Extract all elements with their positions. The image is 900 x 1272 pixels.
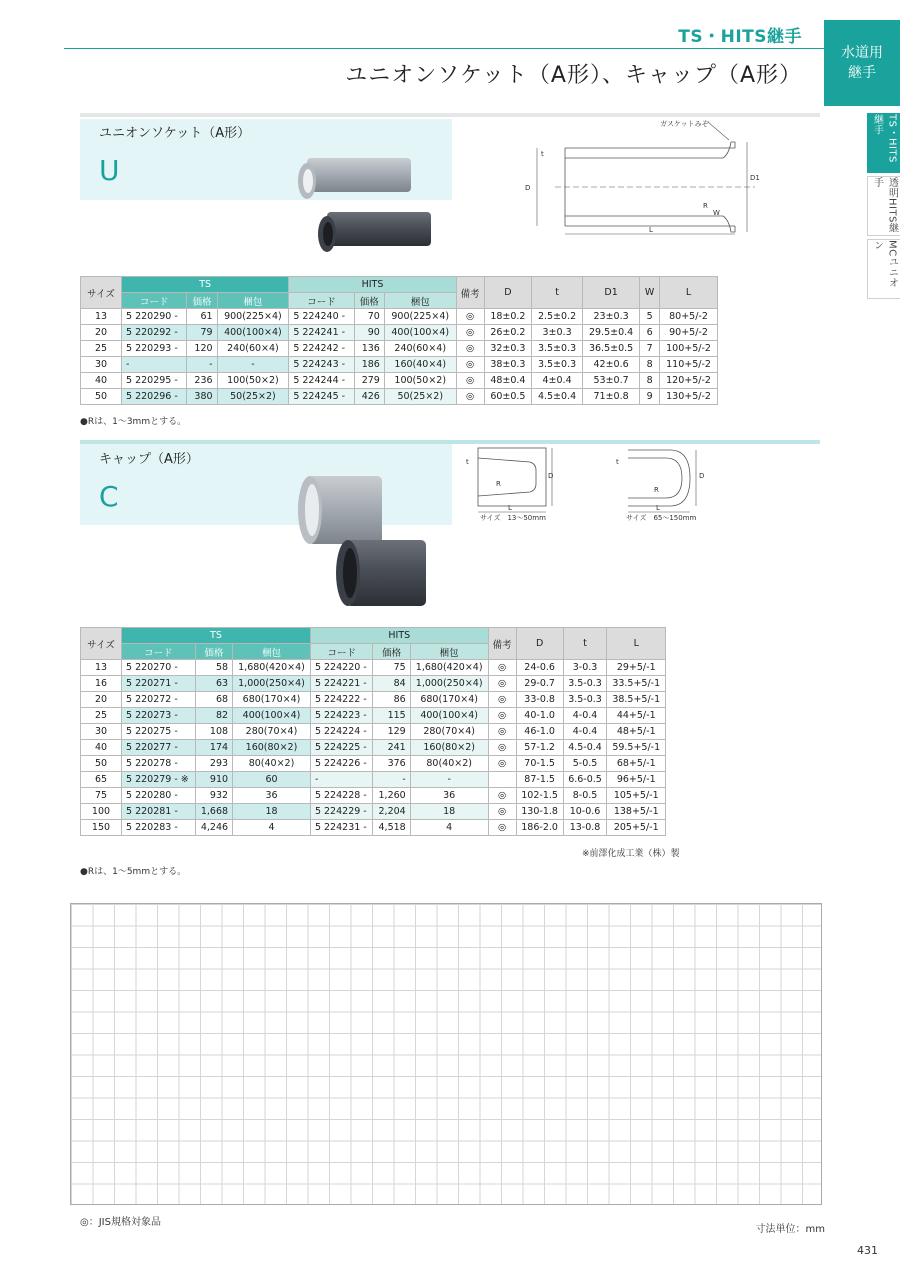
cell-ts-code: 5 220283 -: [122, 820, 196, 836]
cell-D: 46-1.0: [516, 724, 563, 740]
cell-hits-code: 5 224229 -: [310, 804, 373, 820]
cell-size: 13: [81, 309, 122, 325]
cell-L: 138+5/-1: [607, 804, 666, 820]
col-hits-price: 価格: [354, 293, 384, 309]
cap-dim-R: R: [496, 480, 501, 488]
cell-hits-price: 4,518: [373, 820, 410, 836]
cell-D: 57-1.2: [516, 740, 563, 756]
cell-hits-price: 136: [354, 341, 384, 357]
cell-W: 9: [640, 389, 660, 405]
union-section-label: ユニオンソケット（A形）: [99, 126, 251, 141]
cap-col-hits-pack: 梱包: [410, 644, 488, 660]
cell-hits-pack: 680(170×4): [410, 692, 488, 708]
cell-hits-code: 5 224243 -: [289, 357, 354, 373]
cell-D1: 23±0.3: [582, 309, 639, 325]
dim-R: R: [703, 202, 708, 210]
cell-ts-code: 5 220278 -: [122, 756, 196, 772]
cell-size: 150: [81, 820, 122, 836]
cell-ts-code: 5 220295 -: [122, 373, 187, 389]
cap-dimension-diagrams: [460, 446, 720, 526]
cell-note: ◎: [456, 373, 484, 389]
table-row: [81, 676, 666, 692]
cell-size: 13: [81, 660, 122, 676]
cell-D: 60±0.5: [484, 389, 532, 405]
unit-note: 寸法単位：mm: [755, 1224, 825, 1235]
side-tab-mc-union[interactable]: MCユニオン: [867, 239, 900, 299]
cell-hits-price: 426: [354, 389, 384, 405]
cell-ts-price: 120: [187, 341, 217, 357]
cell-L: 205+5/-1: [607, 820, 666, 836]
side-tab-ts-hits[interactable]: TS・HITS継手: [867, 113, 900, 173]
table-row: [81, 708, 666, 724]
cell-hits-pack: 50(25×2): [384, 389, 456, 405]
cell-W: 8: [640, 357, 660, 373]
cell-note: ◎: [488, 820, 516, 836]
cell-hits-price: 86: [373, 692, 410, 708]
cell-ts-pack: -: [217, 357, 289, 373]
cell-hits-code: 5 224223 -: [310, 708, 373, 724]
cell-hits-price: 75: [373, 660, 410, 676]
cell-note: ◎: [456, 341, 484, 357]
cap-large-dim-R: R: [654, 486, 659, 494]
cap-section-label: キャップ（A形）: [99, 452, 199, 467]
col-ts: TS: [122, 277, 289, 293]
cell-hits-price: 376: [373, 756, 410, 772]
cell-hits-price: 2,204: [373, 804, 410, 820]
cell-D: 40-1.0: [516, 708, 563, 724]
cell-note: ◎: [456, 389, 484, 405]
cap-section-letter: C: [99, 480, 119, 513]
cell-ts-price: 910: [195, 772, 232, 788]
cell-W: 7: [640, 341, 660, 357]
cell-ts-pack: 18: [233, 804, 311, 820]
cell-note: ◎: [488, 740, 516, 756]
cell-size: 20: [81, 325, 122, 341]
cell-ts-price: 380: [187, 389, 217, 405]
cell-hits-code: -: [310, 772, 373, 788]
cell-t: 4-0.4: [563, 724, 607, 740]
cap-large-dim-D: D: [699, 472, 705, 480]
cell-ts-code: 5 220296 -: [122, 389, 187, 405]
cell-hits-code: 5 224244 -: [289, 373, 354, 389]
cell-ts-price: 58: [195, 660, 232, 676]
cell-note: ◎: [456, 325, 484, 341]
cell-L: 44+5/-1: [607, 708, 666, 724]
cell-size: 20: [81, 692, 122, 708]
cell-size: 100: [81, 804, 122, 820]
cap-footnote: ●Rは、1〜5mmとする。: [80, 867, 187, 877]
cell-ts-code: 5 220277 -: [122, 740, 196, 756]
cell-t: 5-0.5: [563, 756, 607, 772]
cell-ts-price: 236: [187, 373, 217, 389]
col-hits-code: コード: [289, 293, 354, 309]
table-row: [81, 692, 666, 708]
cell-ts-pack: 1,000(250×4): [233, 676, 311, 692]
table-row: [81, 357, 718, 373]
col-W: W: [640, 277, 660, 309]
cell-size: 50: [81, 756, 122, 772]
cell-hits-pack: 36: [410, 788, 488, 804]
cell-note: ◎: [488, 660, 516, 676]
cell-ts-price: 61: [187, 309, 217, 325]
cell-hits-code: 5 224240 -: [289, 309, 354, 325]
cell-D: 24-0.6: [516, 660, 563, 676]
union-socket-gray: [298, 158, 411, 199]
cell-ts-pack: 50(25×2): [217, 389, 289, 405]
col-note: 備考: [456, 277, 484, 309]
cap-dim-D: D: [548, 472, 554, 480]
cell-t: 3±0.3: [532, 325, 583, 341]
cap-large-dim-L: L: [656, 504, 660, 512]
cell-note: ◎: [488, 676, 516, 692]
cell-size: 40: [81, 740, 122, 756]
cell-note: [488, 772, 516, 788]
cell-hits-price: 84: [373, 676, 410, 692]
cap-col-note: 備考: [488, 628, 516, 660]
cell-L: 33.5+5/-1: [607, 676, 666, 692]
cell-size: 16: [81, 676, 122, 692]
cell-t: 13-0.8: [563, 820, 607, 836]
cap-col-size: サイズ: [81, 628, 122, 660]
brand-title: TS・HITS継手: [678, 27, 802, 47]
cell-L: 96+5/-1: [607, 772, 666, 788]
cell-ts-price: 108: [195, 724, 232, 740]
cell-L: 110+5/-2: [660, 357, 718, 373]
cell-ts-code: 5 220271 -: [122, 676, 196, 692]
cell-t: 3-0.3: [563, 660, 607, 676]
cell-size: 50: [81, 389, 122, 405]
cell-hits-code: 5 224228 -: [310, 788, 373, 804]
cell-ts-pack: 1,680(420×4): [233, 660, 311, 676]
cell-hits-price: -: [373, 772, 410, 788]
cell-size: 30: [81, 724, 122, 740]
col-hits-pack: 梱包: [384, 293, 456, 309]
col-t: t: [532, 277, 583, 309]
cell-hits-price: 1,260: [373, 788, 410, 804]
table-row: [81, 373, 718, 389]
dim-t: t: [541, 150, 544, 158]
table-row: [81, 804, 666, 820]
maker-note: ※前澤化成工業（株）製: [582, 849, 680, 859]
col-size: サイズ: [81, 277, 122, 309]
cell-t: 3.5-0.3: [563, 676, 607, 692]
col-D: D: [484, 277, 532, 309]
cell-t: 8-0.5: [563, 788, 607, 804]
table-row: [81, 389, 718, 405]
cell-L: 120+5/-2: [660, 373, 718, 389]
cell-t: 4.5-0.4: [563, 740, 607, 756]
cell-note: ◎: [456, 357, 484, 373]
cell-ts-pack: 900(225×4): [217, 309, 289, 325]
cell-hits-pack: 280(70×4): [410, 724, 488, 740]
cell-L: 80+5/-2: [660, 309, 718, 325]
category-tab[interactable]: [824, 20, 900, 106]
header-rule: [64, 48, 824, 49]
cell-ts-price: 63: [195, 676, 232, 692]
cell-hits-price: 115: [373, 708, 410, 724]
cell-ts-price: 293: [195, 756, 232, 772]
table-row: [81, 820, 666, 836]
union-dimension-diagram: [515, 118, 775, 240]
cell-D: 48±0.4: [484, 373, 532, 389]
cell-note: ◎: [488, 804, 516, 820]
cap-dim-L: L: [508, 504, 512, 512]
cell-D1: 29.5±0.4: [582, 325, 639, 341]
dim-D1: D1: [750, 174, 760, 182]
dim-D: D: [525, 184, 531, 192]
cap-spec-table: [80, 627, 666, 836]
cell-ts-code: 5 220272 -: [122, 692, 196, 708]
cell-hits-pack: 80(40×2): [410, 756, 488, 772]
cell-hits-pack: 18: [410, 804, 488, 820]
cell-hits-code: 5 224245 -: [289, 389, 354, 405]
cell-t: 4±0.4: [532, 373, 583, 389]
cell-note: ◎: [488, 692, 516, 708]
cell-ts-code: 5 220293 -: [122, 341, 187, 357]
cell-D: 38±0.3: [484, 357, 532, 373]
cap-size-large: サイズ 65〜150mm: [626, 514, 697, 522]
union-spec-table: [80, 276, 718, 405]
cell-D1: 42±0.6: [582, 357, 639, 373]
union-socket-dark: [318, 212, 431, 252]
table-row: [81, 788, 666, 804]
cell-hits-price: 129: [373, 724, 410, 740]
cap-col-hits-price: 価格: [373, 644, 410, 660]
cell-hits-price: 241: [373, 740, 410, 756]
cell-hits-code: 5 224225 -: [310, 740, 373, 756]
cap-col-D: D: [516, 628, 563, 660]
memo-grid: [70, 903, 822, 1205]
dim-L: L: [649, 226, 653, 234]
table-row: [81, 660, 666, 676]
jis-legend: ◎：JIS規格対象品: [80, 1217, 161, 1228]
cell-t: 3.5±0.3: [532, 341, 583, 357]
cell-hits-code: 5 224231 -: [310, 820, 373, 836]
col-D1: D1: [582, 277, 639, 309]
dim-W: W: [713, 209, 720, 217]
table-row: [81, 341, 718, 357]
cap-col-t: t: [563, 628, 607, 660]
cell-ts-pack: 240(60×4): [217, 341, 289, 357]
col-ts-code: コード: [122, 293, 187, 309]
cell-hits-code: 5 224220 -: [310, 660, 373, 676]
cap-col-ts: TS: [122, 628, 311, 644]
cell-ts-pack: 80(40×2): [233, 756, 311, 772]
cell-ts-code: -: [122, 357, 187, 373]
page-title: ユニオンソケット（A形）、キャップ（A形）: [345, 63, 802, 88]
cell-D: 130-1.8: [516, 804, 563, 820]
cell-ts-pack: 100(50×2): [217, 373, 289, 389]
cell-ts-pack: 60: [233, 772, 311, 788]
union-footnote: ●Rは、1〜3mmとする。: [80, 417, 187, 427]
cell-ts-code: 5 220273 -: [122, 708, 196, 724]
cell-D1: 53±0.7: [582, 373, 639, 389]
cell-L: 48+5/-1: [607, 724, 666, 740]
cell-D: 18±0.2: [484, 309, 532, 325]
cell-hits-code: 5 224222 -: [310, 692, 373, 708]
cell-hits-pack: 1,000(250×4): [410, 676, 488, 692]
cell-D: 33-0.8: [516, 692, 563, 708]
cell-size: 25: [81, 708, 122, 724]
cell-t: 2.5±0.2: [532, 309, 583, 325]
cell-hits-price: 186: [354, 357, 384, 373]
cell-D: 87-1.5: [516, 772, 563, 788]
cell-t: 4-0.4: [563, 708, 607, 724]
cell-hits-pack: 900(225×4): [384, 309, 456, 325]
header-divider: [80, 113, 820, 117]
cell-hits-pack: 400(100×4): [410, 708, 488, 724]
table-row: [81, 772, 666, 788]
cell-ts-price: 79: [187, 325, 217, 341]
cell-size: 40: [81, 373, 122, 389]
col-ts-pack: 梱包: [217, 293, 289, 309]
cell-t: 6.6-0.5: [563, 772, 607, 788]
cell-note: ◎: [488, 756, 516, 772]
cell-hits-pack: 4: [410, 820, 488, 836]
cell-L: 29+5/-1: [607, 660, 666, 676]
table-row: [81, 325, 718, 341]
cell-L: 105+5/-1: [607, 788, 666, 804]
cap-gray: [298, 476, 382, 544]
cell-t: 10-0.6: [563, 804, 607, 820]
cell-note: ◎: [488, 788, 516, 804]
cap-col-hits-code: コード: [310, 644, 373, 660]
cell-L: 130+5/-2: [660, 389, 718, 405]
cell-ts-price: 68: [195, 692, 232, 708]
cell-hits-price: 70: [354, 309, 384, 325]
cell-ts-code: 5 220279 - ※: [122, 772, 196, 788]
cap-col-ts-price: 価格: [195, 644, 232, 660]
cell-hits-pack: 160(40×4): [384, 357, 456, 373]
cell-ts-code: 5 220280 -: [122, 788, 196, 804]
cell-hits-code: 5 224241 -: [289, 325, 354, 341]
cell-ts-price: 932: [195, 788, 232, 804]
category-tab-line2: 継手: [848, 65, 876, 81]
cell-hits-price: 90: [354, 325, 384, 341]
cell-t: 4.5±0.4: [532, 389, 583, 405]
cell-L: 38.5+5/-1: [607, 692, 666, 708]
cell-note: ◎: [456, 309, 484, 325]
table-row: [81, 756, 666, 772]
cell-ts-pack: 400(100×4): [233, 708, 311, 724]
cell-D: 102-1.5: [516, 788, 563, 804]
cell-D: 32±0.3: [484, 341, 532, 357]
cell-hits-code: 5 224242 -: [289, 341, 354, 357]
cell-ts-code: 5 220292 -: [122, 325, 187, 341]
col-ts-price: 価格: [187, 293, 217, 309]
cell-hits-pack: -: [410, 772, 488, 788]
cell-ts-price: 1,668: [195, 804, 232, 820]
gasket-label: ガスケットみぞ: [660, 120, 709, 128]
cell-hits-code: 5 224224 -: [310, 724, 373, 740]
cell-note: ◎: [488, 708, 516, 724]
cell-size: 25: [81, 341, 122, 357]
cell-L: 68+5/-1: [607, 756, 666, 772]
cell-ts-pack: 4: [233, 820, 311, 836]
table-row: [81, 309, 718, 325]
cap-large-dim-t: t: [616, 458, 619, 466]
cell-D1: 71±0.8: [582, 389, 639, 405]
cell-size: 30: [81, 357, 122, 373]
cap-col-ts-code: コード: [122, 644, 196, 660]
col-L: L: [660, 277, 718, 309]
cell-ts-price: 174: [195, 740, 232, 756]
cell-ts-code: 5 220281 -: [122, 804, 196, 820]
cell-hits-pack: 400(100×4): [384, 325, 456, 341]
cap-size-small: サイズ 13〜50mm: [480, 514, 546, 522]
cell-L: 59.5+5/-1: [607, 740, 666, 756]
cell-t: 3.5±0.3: [532, 357, 583, 373]
cell-ts-pack: 160(80×2): [233, 740, 311, 756]
cap-dark: [336, 540, 426, 606]
cell-L: 90+5/-2: [660, 325, 718, 341]
table-row: [81, 724, 666, 740]
cell-ts-pack: 400(100×4): [217, 325, 289, 341]
cell-t: 3.5-0.3: [563, 692, 607, 708]
cap-dim-t: t: [466, 458, 469, 466]
cap-col-ts-pack: 梱包: [233, 644, 311, 660]
cell-hits-pack: 1,680(420×4): [410, 660, 488, 676]
cell-size: 75: [81, 788, 122, 804]
cap-col-L: L: [607, 628, 666, 660]
cell-D: 29-0.7: [516, 676, 563, 692]
cell-W: 6: [640, 325, 660, 341]
page-number: 431: [857, 1244, 878, 1257]
union-section-letter: U: [99, 154, 120, 187]
cell-D: 186-2.0: [516, 820, 563, 836]
cell-ts-price: -: [187, 357, 217, 373]
cell-hits-pack: 100(50×2): [384, 373, 456, 389]
cell-note: ◎: [488, 724, 516, 740]
cell-hits-code: 5 224226 -: [310, 756, 373, 772]
cell-D1: 36.5±0.5: [582, 341, 639, 357]
cell-ts-pack: 280(70×4): [233, 724, 311, 740]
cell-hits-price: 279: [354, 373, 384, 389]
cap-col-hits: HITS: [310, 628, 488, 644]
cell-hits-code: 5 224221 -: [310, 676, 373, 692]
cell-ts-code: 5 220270 -: [122, 660, 196, 676]
cell-ts-price: 82: [195, 708, 232, 724]
cell-D: 26±0.2: [484, 325, 532, 341]
table-row: [81, 740, 666, 756]
cell-ts-pack: 680(170×4): [233, 692, 311, 708]
category-tab-line1: 水道用: [841, 45, 883, 61]
cell-size: 65: [81, 772, 122, 788]
cell-D: 70-1.5: [516, 756, 563, 772]
cell-ts-pack: 36: [233, 788, 311, 804]
union-socket-photo: [295, 148, 445, 263]
cap-photo: [296, 470, 436, 610]
cell-ts-code: 5 220290 -: [122, 309, 187, 325]
cell-W: 8: [640, 373, 660, 389]
cell-hits-pack: 240(60×4): [384, 341, 456, 357]
col-hits: HITS: [289, 277, 456, 293]
cell-ts-price: 4,246: [195, 820, 232, 836]
cell-W: 5: [640, 309, 660, 325]
cell-hits-pack: 160(80×2): [410, 740, 488, 756]
side-tab-clear-hits[interactable]: 透明HITS継手: [867, 176, 900, 236]
cell-ts-code: 5 220275 -: [122, 724, 196, 740]
cell-L: 100+5/-2: [660, 341, 718, 357]
